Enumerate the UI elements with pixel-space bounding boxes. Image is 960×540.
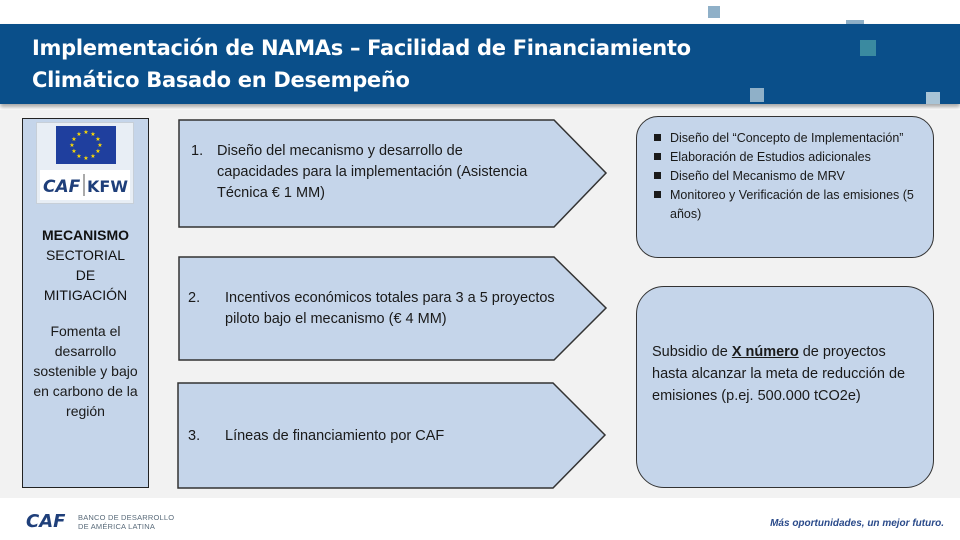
svg-text:★: ★ bbox=[95, 136, 101, 143]
svg-text:★: ★ bbox=[71, 136, 77, 143]
activity-text: Monitoreo y Verificación de las emisiones (5 años) bbox=[670, 188, 914, 221]
activity-text: Diseño del Mecanismo de MRV bbox=[670, 169, 845, 183]
mechanism-heading-2: SECTORIAL bbox=[45, 247, 126, 263]
subsidy-text bbox=[652, 341, 924, 407]
title-line-1: Implementación de NAMAs – Facilidad de Financiamiento bbox=[32, 36, 691, 60]
svg-text:★: ★ bbox=[69, 142, 75, 149]
mechanism-heading-1: MECANISMO bbox=[41, 227, 130, 243]
mechanism-heading-3: DE bbox=[75, 267, 96, 283]
decor-square bbox=[860, 40, 876, 56]
svg-text:★: ★ bbox=[97, 142, 103, 149]
step-label-1 bbox=[191, 141, 531, 204]
step-text-1: Diseño del mecanismo y desarrollo de capacidades para la implementación (Asistencia Técnica € 1 MM) bbox=[217, 143, 528, 201]
step-label-3 bbox=[188, 426, 548, 447]
step-number-2: 2. bbox=[188, 290, 201, 306]
list-item bbox=[654, 129, 934, 148]
bullet-icon bbox=[654, 134, 661, 141]
activity-text: Diseño del “Concepto de Implementación” bbox=[670, 131, 904, 145]
subsidy-highlight: X número bbox=[731, 344, 799, 360]
step-text-2: Incentivos económicos totales para 3 a 5 proyectos piloto bajo el mecanismo (€ 4 MM) bbox=[225, 290, 555, 327]
bank-name-line-1: BANCO DE DESARROLLO bbox=[78, 513, 175, 522]
subsidy-prefix: Subsidio de bbox=[652, 344, 732, 360]
step-number-1: 1. bbox=[191, 143, 204, 159]
svg-text:★: ★ bbox=[83, 155, 89, 162]
mechanism-text bbox=[24, 225, 147, 421]
eu-flag-icon bbox=[56, 126, 116, 164]
step-number-3: 3. bbox=[188, 428, 201, 444]
subsidy-suffix: de proyectos hasta alcanzar la meta de reducción de emisiones (p.ej. 500.000 tCO2e) bbox=[652, 344, 906, 404]
footer-logo-text: CAF bbox=[26, 511, 66, 532]
svg-text:★: ★ bbox=[71, 148, 77, 155]
decor-square bbox=[926, 92, 940, 104]
svg-text:CAF: CAF bbox=[43, 177, 81, 197]
bullet-icon bbox=[654, 172, 661, 179]
bank-name bbox=[78, 513, 174, 531]
activities-list bbox=[654, 129, 934, 224]
svg-text:★: ★ bbox=[95, 148, 101, 155]
list-item bbox=[654, 186, 934, 224]
caf-kfw-logo-icon bbox=[40, 170, 130, 200]
bullet-icon bbox=[654, 153, 661, 160]
step-text-3: Líneas de financiamiento por CAF bbox=[225, 428, 445, 444]
decor-square bbox=[708, 6, 720, 18]
bullet-icon bbox=[654, 191, 661, 198]
list-item bbox=[654, 167, 934, 186]
title-line-2: Climático Basado en Desempeño bbox=[32, 68, 410, 92]
caf-logo-icon bbox=[26, 508, 76, 532]
decor-square bbox=[750, 88, 764, 102]
mechanism-description: Fomenta el desarrollo sostenible y bajo en carbono de la región bbox=[33, 323, 138, 419]
svg-text:★: ★ bbox=[90, 131, 96, 138]
mechanism-heading-4: MITIGACIÓN bbox=[43, 287, 128, 303]
svg-text:★: ★ bbox=[76, 131, 82, 138]
svg-text:★: ★ bbox=[83, 129, 89, 136]
list-item bbox=[654, 148, 934, 167]
svg-text:KFW: KFW bbox=[87, 177, 128, 196]
bank-name-line-2: DE AMÉRICA LATINA bbox=[78, 522, 156, 531]
activity-text: Elaboración de Estudios adicionales bbox=[670, 150, 871, 164]
footer-slogan: Más oportunidades, un mejor futuro. bbox=[770, 518, 944, 529]
page-title bbox=[32, 32, 792, 96]
svg-text:★: ★ bbox=[90, 153, 96, 160]
step-label-2 bbox=[188, 288, 558, 330]
svg-text:★: ★ bbox=[76, 153, 82, 160]
